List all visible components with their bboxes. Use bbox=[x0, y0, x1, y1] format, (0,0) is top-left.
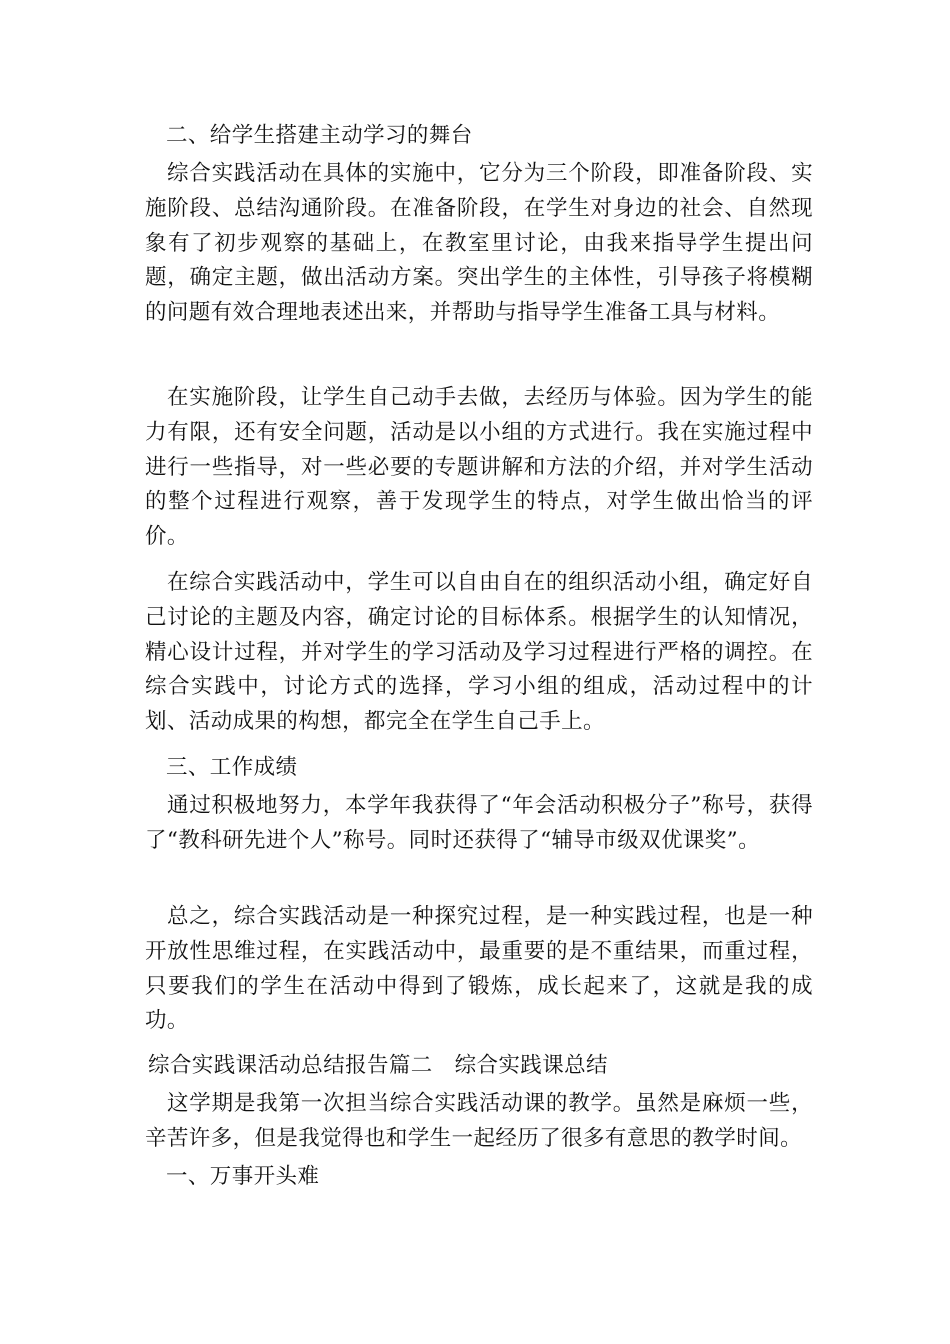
paragraph-first-time: 这学期是我第一次担当综合实践活动课的教学。虽然是麻烦一些，辛苦许多，但是我觉得也和学生一起经历了很多有意思的教学时间。 bbox=[145, 1091, 813, 1151]
section-heading-start: 一、万事开头难 bbox=[166, 1164, 320, 1189]
paragraph-summary: 总之，综合实践活动是一种探究过程，是一种实践过程，也是一种开放性思维过程，在实践活动中，最重要的是不重结果，而重过程，只要我们的学生在活动中得到了锻炼，成长起来了，这就是我的成功。 bbox=[145, 904, 813, 1034]
part-two-heading: 综合实践课活动总结报告篇二 综合实践课总结 bbox=[148, 1053, 608, 1078]
section-heading-stage: 二、给学生搭建主动学习的舞台 bbox=[166, 123, 473, 148]
paragraph-stages: 综合实践活动在具体的实施中，它分为三个阶段，即准备阶段、实施阶段、总结沟通阶段。在准备阶段，在学生对身边的社会、自然现象有了初步观察的基础上，在教室里讨论，由我来指导学生提出问题，确定主题，做出活动方案。突出学生的主体性，引导孩子将模糊的问题有效合理地表述出来，并帮助与指导学生准备工具与材料。 bbox=[145, 161, 813, 326]
paragraph-groups: 在综合实践活动中，学生可以自由自在的组织活动小组，确定好自己讨论的主题及内容，确定讨论的目标体系。根据学生的认知情况，精心设计过程，并对学生的学习活动及学习过程进行严格的调控。在综合实践中，讨论方式的选择，学习小组的组成，活动过程中的计划、活动成果的构想，都完全在学生自己手上。 bbox=[145, 570, 813, 735]
section-heading-results: 三、工作成绩 bbox=[166, 755, 298, 780]
paragraph-implementation: 在实施阶段，让学生自己动手去做，去经历与体验。因为学生的能力有限，还有安全问题，活动是以小组的方式进行。我在实施过程中进行一些指导，对一些必要的专题讲解和方法的介绍，并对学生活动的整个过程进行观察，善于发现学生的特点，对学生做出恰当的评价。 bbox=[145, 385, 813, 550]
paragraph-results: 通过积极地努力，本学年我获得了“年会活动积极分子”称号，获得了“教科研先进个人”称号。同时还获得了“辅导市级双优课奖”。 bbox=[145, 793, 813, 853]
